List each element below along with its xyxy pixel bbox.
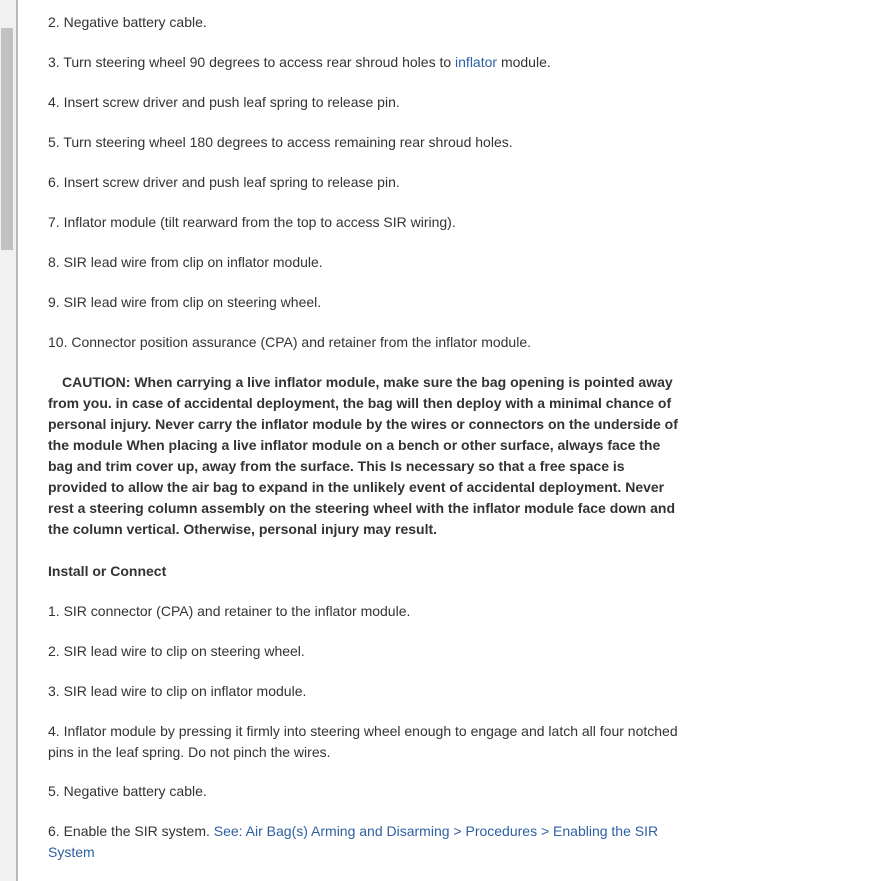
removal-step-7: 7. Inflator module (tilt rearward from the top to access SIR wiring).: [48, 214, 456, 230]
install-step-2: 2. SIR lead wire to clip on steering wheel.: [48, 643, 305, 659]
removal-step-6: 6. Insert screw driver and push leaf spring to release pin.: [48, 174, 400, 190]
install-step-4: 4. Inflator module by pressing it firmly into steering wheel enough to engage and latch all four notched pins in the leaf spring. Do not pinch the wires.: [48, 723, 678, 760]
install-step-3: 3. SIR lead wire to clip on inflator module.: [48, 683, 307, 699]
install-step-1: 1. SIR connector (CPA) and retainer to the inflator module.: [48, 603, 411, 619]
scrollbar-thumb[interactable]: [1, 28, 13, 250]
install-step-5: 5. Negative battery cable.: [48, 783, 207, 799]
left-scrollbar-track[interactable]: [0, 0, 16, 881]
enabling-sir-system-link[interactable]: See: Air Bag(s) Arming and Disarming > Procedures > Enabling the SIR System: [48, 823, 659, 860]
frame-border: [16, 0, 18, 881]
removal-step-9: 9. SIR lead wire from clip on steering wheel.: [48, 294, 322, 310]
removal-step-4: 4. Insert screw driver and push leaf spring to release pin.: [48, 94, 400, 110]
removal-step-2: 2. Negative battery cable.: [48, 14, 207, 30]
install-heading: Install or Connect: [48, 563, 167, 579]
removal-step-10: 10. Connector position assurance (CPA) and retainer from the inflator module.: [48, 334, 531, 350]
inflator-link[interactable]: inflator: [455, 54, 498, 70]
caution-warning: CAUTION: When carrying a live inflator module, make sure the bag opening is pointed away from you. in case of accidental deployment, the bag will then deploy with a minimal chance of personal injury. Never carry the inflator module by the wires or connectors on the underside of the module When placing a live inflator module on a bench or other surface, always face the bag and trim cover up, away from the surface. This Is necessary so that a free space is provided to allow the air bag to expand in the unlikely event of accidental deployment. Never rest a steering column assembly on the steering wheel with the inflator module face down and the column vertical. Otherwise, personal injury may result.: [48, 374, 678, 537]
install-step-6: 6. Enable the SIR system. See: Air Bag(s) Arming and Disarming > Procedures > Enabling the SIR System: [48, 823, 659, 860]
removal-step-3: 3. Turn steering wheel 90 degrees to access rear shroud holes to inflator module.: [48, 54, 551, 70]
removal-step-8: 8. SIR lead wire from clip on inflator module.: [48, 254, 323, 270]
removal-step-5: 5. Turn steering wheel 180 degrees to access remaining rear shroud holes.: [48, 134, 513, 150]
